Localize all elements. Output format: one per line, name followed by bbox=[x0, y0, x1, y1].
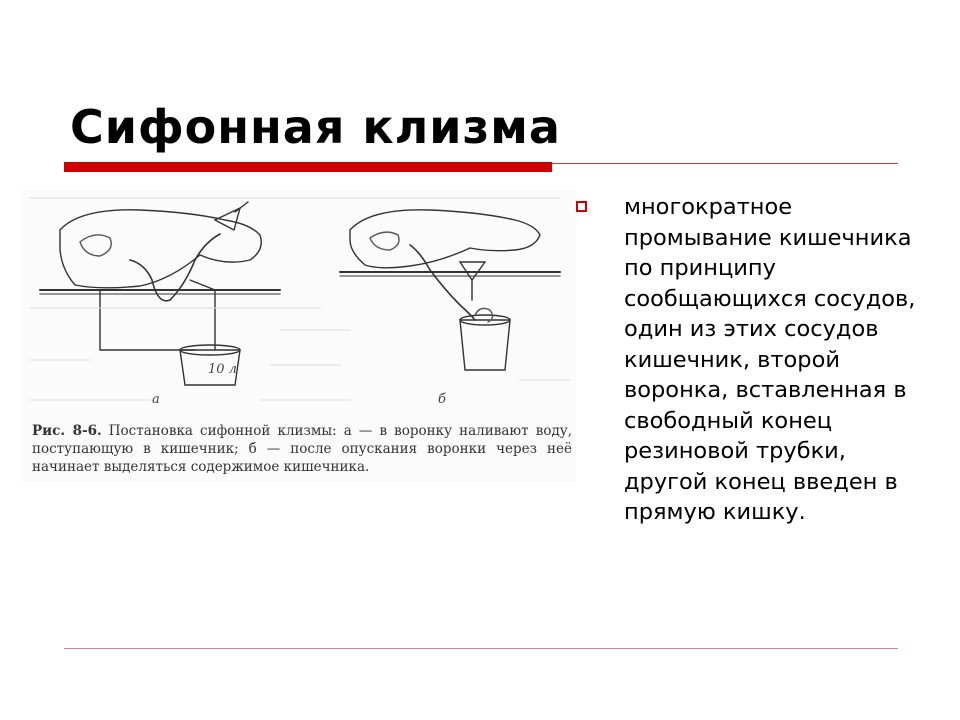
title-underline-thick bbox=[64, 162, 552, 172]
title-underline-thin bbox=[552, 163, 898, 164]
bucket-label: 10 л bbox=[208, 362, 237, 377]
square-bullet-icon bbox=[576, 201, 587, 212]
panel-label-a: а bbox=[152, 392, 160, 407]
caption-text: Постановка сифонной клизмы: а — в воронку наливают воду, поступающую в кишечник; б — после опускания воронки через неё начинает выделяться содержимое кишечника. bbox=[32, 423, 572, 475]
panel-label-b: б bbox=[438, 392, 446, 407]
slide-title: Сифонная клизма bbox=[70, 100, 561, 154]
caption-label: Рис. 8-6. bbox=[32, 423, 102, 439]
bullet-text: многократное промывание кишечника по принципу сообщающихся сосудов, один из этих сосудов кишечник, второй воронка, вставленная в свободный конец резиновой трубки, другой конец введен в прямую кишку. bbox=[624, 194, 916, 525]
bucket-b-icon bbox=[460, 320, 510, 370]
body-b-icon bbox=[350, 210, 540, 268]
figure-illustration bbox=[20, 190, 576, 420]
body-a-icon bbox=[60, 210, 261, 288]
footer-divider bbox=[64, 648, 898, 649]
figure-caption bbox=[32, 422, 572, 476]
siphon-enema-figure bbox=[20, 190, 576, 482]
